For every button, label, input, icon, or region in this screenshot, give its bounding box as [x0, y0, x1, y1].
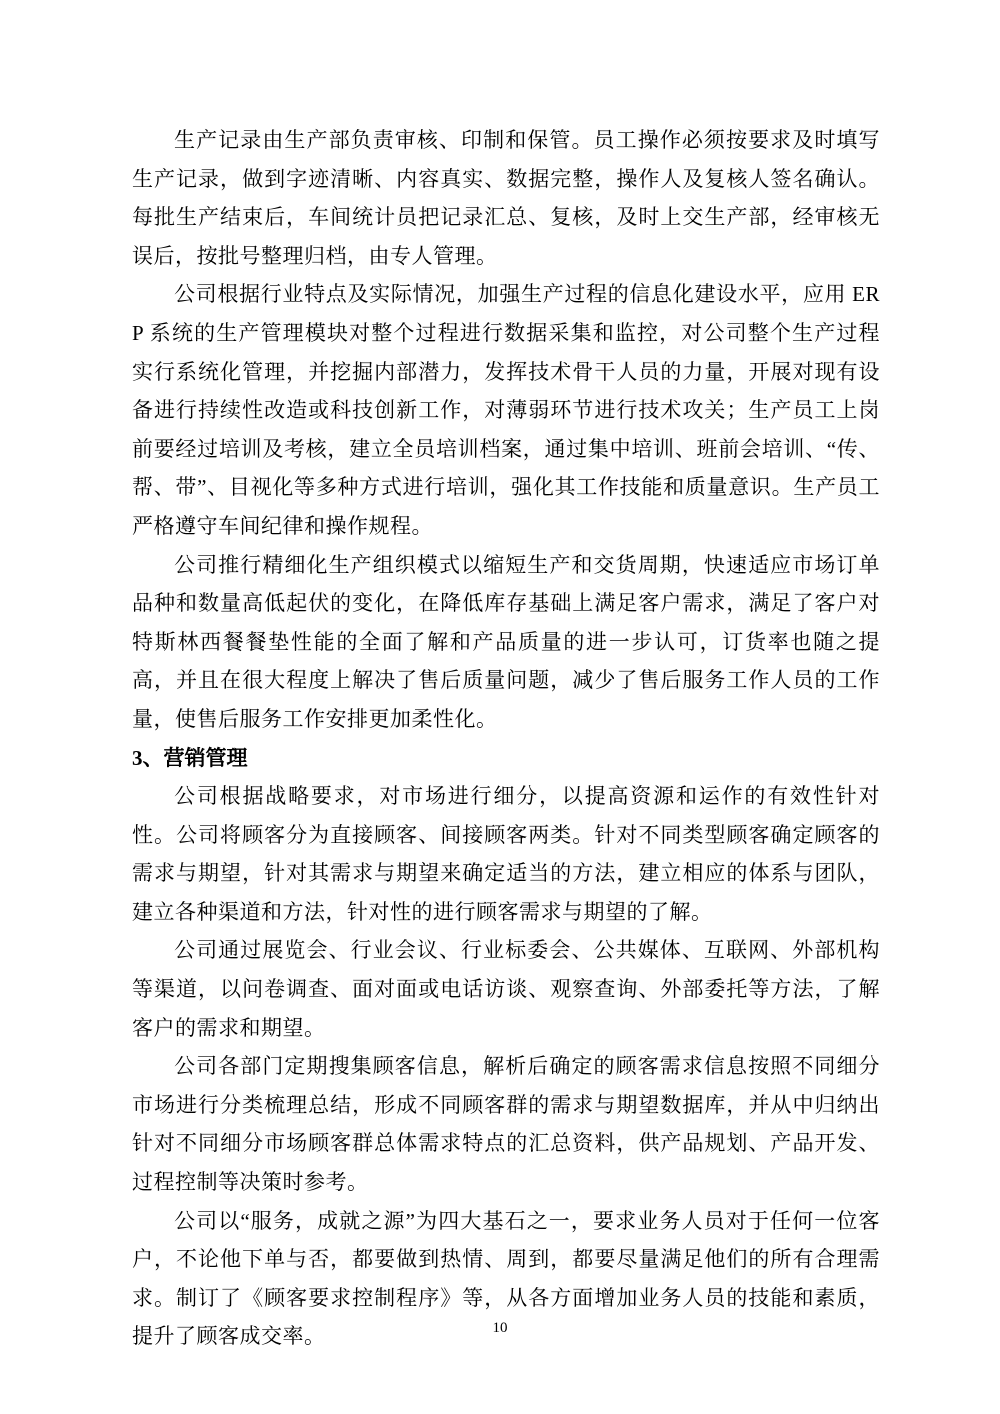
page-number: 10 [492, 1320, 508, 1336]
paragraph-lean-production: 公司推行精细化生产组织模式以缩短生产和交货周期，快速适应市场订单品种和数量高低起伏的变化，在降低库存基础上满足客户需求，满足了客户对特斯林西餐餐垫性能的全面了解和产品质量的进一步认可，订货率也随之提高，并且在很大程度上解决了售后质量问题，减少了售后服务工作人员的工作量，使售后服务工作安排更加柔性化。 [132, 552, 880, 731]
page-body [132, 121, 880, 1356]
paragraph-erp-informatization: 公司根据行业特点及实际情况，加强生产过程的信息化建设水平，应用 ERP 系统的生产管理模块对整个过程进行数据采集和监控，对公司整个生产过程实行系统化管理，并挖掘内部潜力，发挥技术骨干人员的力量，开展对现有设备进行持续性改造或科技创新工作，对薄弱环节进行技术攻关；生产员工上岗前要经过培训及考核，建立全员培训档案，通过集中培训、班前会培训、“传、帮、带”、目视化等多种方式进行培训，强化其工作技能和质量意识。生产员工严格遵守车间纪律和操作规程。 [132, 282, 880, 538]
paragraph-production-records: 生产记录由生产部负责审核、印制和保管。员工操作必须按要求及时填写生产记录，做到字迹清晰、内容真实、数据完整，操作人及复核人签名确认。每批生产结束后，车间统计员把记录汇总、复核，及时上交生产部，经审核无误后，按批号整理归档，由专人管理。 [132, 128, 880, 268]
section-heading-marketing-management: 3、营销管理 [132, 745, 248, 770]
paragraph-market-segmentation: 公司根据战略要求，对市场进行细分，以提高资源和运作的有效性针对性。公司将顾客分为直接顾客、间接顾客两类。针对不同类型顾客确定顾客的需求与期望，针对其需求与期望来确定适当的方法，建立相应的体系与团队，建立各种渠道和方法，针对性的进行顾客需求与期望的了解。 [132, 784, 880, 924]
paragraph-service-cornerstone: 公司以“服务，成就之源”为四大基石之一，要求业务人员对于任何一位客户，不论他下单与否，都要做到热情、周到，都要尽量满足他们的所有合理需求。制订了《顾客要求控制程序》等，从各方面增加业务人员的技能和素质，提升了顾客成交率。 [132, 1208, 880, 1349]
paragraph-customer-info-database: 公司各部门定期搜集顾客信息，解析后确定的顾客需求信息按照不同细分市场进行分类梳理总结，形成不同顾客群的需求与期望数据库，并从中归纳出针对不同细分市场顾客群总体需求特点的汇总资料，供产品规划、产品开发、过程控制等决策时参考。 [132, 1054, 880, 1195]
paragraph-customer-research-channels: 公司通过展览会、行业会议、行业标委会、公共媒体、互联网、外部机构等渠道，以问卷调查、面对面或电话访谈、观察查询、外部委托等方法，了解客户的需求和期望。 [132, 938, 880, 1040]
